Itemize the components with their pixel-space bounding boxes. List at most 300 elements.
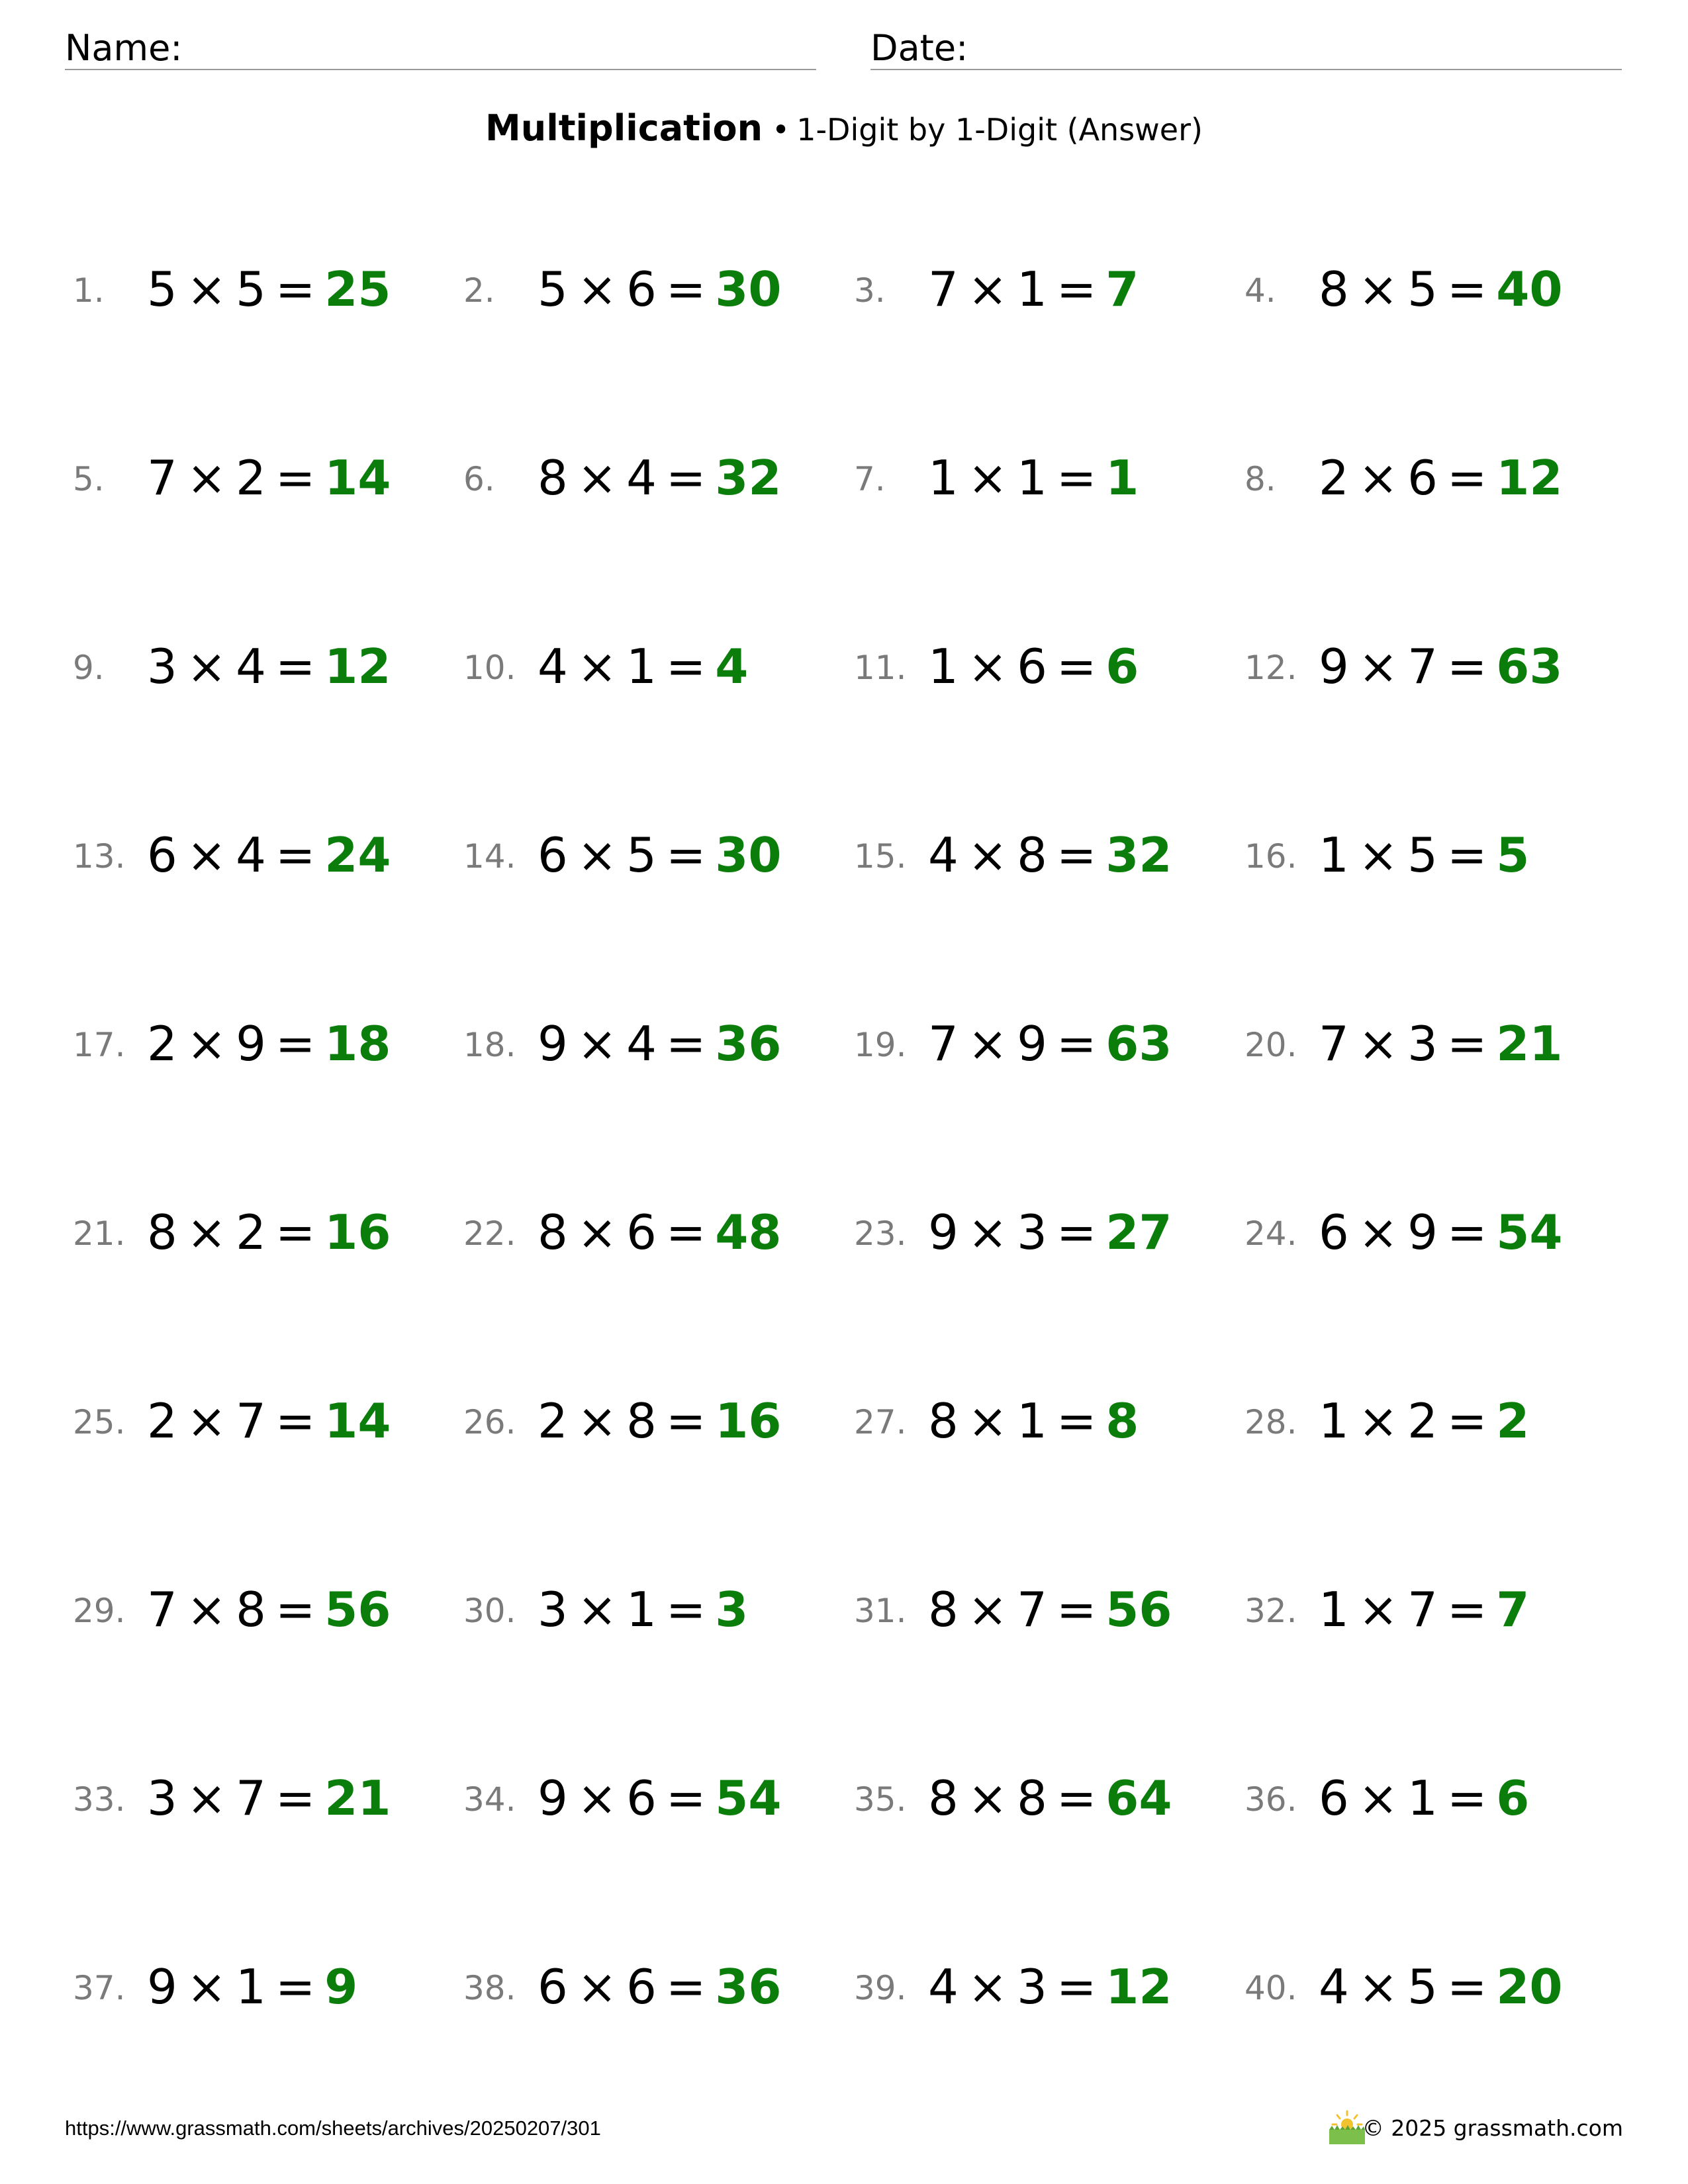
factor-b: 2 — [236, 1205, 266, 1260]
answer: 30 — [715, 261, 782, 317]
times-symbol: × — [1358, 639, 1399, 694]
problem-item — [73, 1380, 463, 1459]
title-main: Multiplication — [485, 107, 763, 149]
times-symbol: × — [1358, 827, 1399, 883]
equals-symbol: = — [665, 1959, 706, 2015]
answer: 27 — [1105, 1205, 1172, 1260]
problem-equation — [928, 827, 1172, 883]
factor-a: 5 — [538, 261, 568, 317]
factor-b: 3 — [1407, 1016, 1438, 1071]
factor-a: 7 — [1319, 1016, 1349, 1071]
factor-a: 9 — [538, 1016, 568, 1071]
equals-symbol: = — [1056, 450, 1097, 506]
factor-a: 7 — [928, 1016, 959, 1071]
factor-a: 7 — [147, 450, 177, 506]
problem-item — [73, 1757, 463, 1837]
factor-b: 8 — [1017, 827, 1047, 883]
problem-item — [854, 1757, 1244, 1837]
answer: 48 — [715, 1205, 782, 1260]
problem-item — [854, 1380, 1244, 1459]
factor-a: 7 — [928, 261, 959, 317]
answer: 12 — [1496, 450, 1563, 506]
factor-a: 8 — [538, 1205, 568, 1260]
equals-symbol: = — [1056, 1016, 1097, 1071]
problem-item — [1244, 814, 1635, 893]
problem-number: 6. — [463, 460, 495, 498]
equals-symbol: = — [275, 1205, 316, 1260]
answer: 32 — [715, 450, 782, 506]
problem-number: 18. — [463, 1026, 516, 1064]
answer: 8 — [1105, 1393, 1139, 1449]
factor-b: 7 — [1407, 639, 1438, 694]
problem-equation — [538, 1393, 781, 1449]
times-symbol: × — [186, 261, 227, 317]
factor-b: 1 — [1017, 1393, 1047, 1449]
factor-a: 8 — [1319, 261, 1349, 317]
factor-a: 8 — [147, 1205, 177, 1260]
answer: 36 — [715, 1959, 782, 2015]
page-title — [0, 107, 1688, 149]
factor-a: 9 — [928, 1205, 959, 1260]
times-symbol: × — [577, 1582, 618, 1637]
problem-number: 38. — [463, 1969, 516, 2007]
problem-equation — [147, 261, 391, 317]
answer: 4 — [715, 639, 749, 694]
problem-equation — [928, 1582, 1172, 1637]
answer: 14 — [324, 450, 391, 506]
problem-number: 24. — [1244, 1214, 1297, 1253]
equals-symbol: = — [1056, 1205, 1097, 1260]
factor-a: 2 — [147, 1393, 177, 1449]
times-symbol: × — [1358, 450, 1399, 506]
factor-a: 3 — [538, 1582, 568, 1637]
equals-symbol: = — [665, 1016, 706, 1071]
problem-item — [854, 437, 1244, 516]
problem-equation — [147, 1959, 357, 2015]
date-label: Date: — [870, 27, 968, 69]
times-symbol: × — [967, 639, 1008, 694]
equals-symbol: = — [1056, 1582, 1097, 1637]
factor-a: 4 — [538, 639, 568, 694]
equals-symbol: = — [1056, 1959, 1097, 2015]
factor-b: 2 — [1407, 1393, 1438, 1449]
answer: 30 — [715, 827, 782, 883]
problem-number: 31. — [854, 1592, 907, 1630]
title-separator: • — [772, 112, 790, 148]
problem-equation — [1319, 1016, 1562, 1071]
factor-a: 8 — [928, 1582, 959, 1637]
answer: 40 — [1496, 261, 1563, 317]
equals-symbol: = — [1056, 261, 1097, 317]
problem-equation — [538, 1582, 748, 1637]
times-symbol: × — [967, 1205, 1008, 1260]
title-subtitle: 1-Digit by 1-Digit (Answer) — [796, 112, 1203, 148]
problem-number: 23. — [854, 1214, 907, 1253]
factor-b: 4 — [236, 827, 266, 883]
factor-b: 8 — [1017, 1770, 1047, 1826]
problem-equation — [538, 450, 781, 506]
times-symbol: × — [967, 1959, 1008, 2015]
factor-b: 8 — [626, 1393, 657, 1449]
answer: 16 — [324, 1205, 391, 1260]
factor-a: 1 — [1319, 1582, 1349, 1637]
times-symbol: × — [1358, 1205, 1399, 1260]
equals-symbol: = — [665, 261, 706, 317]
answer: 20 — [1496, 1959, 1563, 2015]
problem-item — [854, 1191, 1244, 1271]
times-symbol: × — [577, 1959, 618, 2015]
problem-item — [1244, 1380, 1635, 1459]
problem-item — [1244, 1569, 1635, 1648]
problem-item — [73, 1569, 463, 1648]
answer: 63 — [1105, 1016, 1172, 1071]
problem-equation — [928, 450, 1139, 506]
problem-number: 28. — [1244, 1403, 1297, 1441]
problem-item — [73, 1191, 463, 1271]
problem-equation — [928, 1205, 1172, 1260]
equals-symbol: = — [1446, 1582, 1487, 1637]
problem-item — [73, 1946, 463, 2025]
factor-a: 8 — [928, 1393, 959, 1449]
times-symbol: × — [967, 1016, 1008, 1071]
problem-item — [463, 1569, 854, 1648]
factor-a: 8 — [928, 1770, 959, 1826]
problem-number: 27. — [854, 1403, 907, 1441]
problem-item — [854, 1946, 1244, 2025]
times-symbol: × — [1358, 1582, 1399, 1637]
answer: 56 — [324, 1582, 391, 1637]
times-symbol: × — [186, 450, 227, 506]
factor-a: 2 — [1319, 450, 1349, 506]
problem-item — [73, 625, 463, 705]
problem-number: 17. — [73, 1026, 126, 1064]
problem-item — [463, 1380, 854, 1459]
factor-b: 5 — [1407, 827, 1438, 883]
factor-b: 6 — [626, 1959, 657, 2015]
times-symbol: × — [967, 1582, 1008, 1637]
problem-equation — [1319, 827, 1529, 883]
equals-symbol: = — [275, 1016, 316, 1071]
problem-item — [463, 437, 854, 516]
problem-item — [1244, 625, 1635, 705]
problem-item — [463, 1757, 854, 1837]
problem-number: 9. — [73, 649, 105, 687]
problem-number: 11. — [854, 649, 907, 687]
problem-number: 3. — [854, 271, 886, 310]
problem-number: 40. — [1244, 1969, 1297, 2007]
problem-equation — [928, 1393, 1139, 1449]
factor-b: 1 — [626, 1582, 657, 1637]
equals-symbol: = — [275, 261, 316, 317]
equals-symbol: = — [1446, 827, 1487, 883]
times-symbol: × — [967, 261, 1008, 317]
factor-a: 6 — [538, 1959, 568, 2015]
factor-a: 1 — [1319, 1393, 1349, 1449]
date-field[interactable] — [870, 19, 1622, 70]
factor-b: 7 — [236, 1770, 266, 1826]
factor-a: 1 — [1319, 827, 1349, 883]
times-symbol: × — [577, 827, 618, 883]
problem-number: 5. — [73, 460, 105, 498]
problem-item — [73, 248, 463, 328]
problem-item — [1244, 1757, 1635, 1837]
factor-b: 6 — [1407, 450, 1438, 506]
answer: 24 — [324, 827, 391, 883]
answer: 64 — [1105, 1770, 1172, 1826]
equals-symbol: = — [665, 450, 706, 506]
equals-symbol: = — [275, 1770, 316, 1826]
problem-number: 10. — [463, 649, 516, 687]
answer: 21 — [324, 1770, 391, 1826]
problem-equation — [928, 1959, 1172, 2015]
times-symbol: × — [577, 1205, 618, 1260]
problem-item — [1244, 1003, 1635, 1082]
equals-symbol: = — [275, 827, 316, 883]
answer: 12 — [324, 639, 391, 694]
factor-b: 1 — [1407, 1770, 1438, 1826]
factor-b: 4 — [236, 639, 266, 694]
problem-equation — [147, 827, 391, 883]
factor-b: 8 — [236, 1582, 266, 1637]
problem-equation — [1319, 639, 1562, 694]
answer: 5 — [1496, 827, 1530, 883]
times-symbol: × — [186, 1959, 227, 2015]
problem-equation — [928, 639, 1139, 694]
equals-symbol: = — [665, 1582, 706, 1637]
problem-number: 7. — [854, 460, 886, 498]
factor-a: 3 — [147, 1770, 177, 1826]
factor-b: 6 — [626, 261, 657, 317]
problem-number: 2. — [463, 271, 495, 310]
problem-number: 14. — [463, 837, 516, 876]
problem-number: 16. — [1244, 837, 1297, 876]
problem-number: 32. — [1244, 1592, 1297, 1630]
problem-number: 35. — [854, 1780, 907, 1819]
answer: 36 — [715, 1016, 782, 1071]
problem-item — [854, 1003, 1244, 1082]
problem-item — [73, 437, 463, 516]
factor-a: 9 — [147, 1959, 177, 2015]
answer: 54 — [715, 1770, 782, 1826]
equals-symbol: = — [275, 1959, 316, 2015]
equals-symbol: = — [665, 1393, 706, 1449]
problem-item — [854, 814, 1244, 893]
footer-url[interactable]: https://www.grassmath.com/sheets/archives/20250207/301 — [65, 2116, 601, 2140]
times-symbol: × — [577, 1393, 618, 1449]
times-symbol: × — [186, 639, 227, 694]
answer: 25 — [324, 261, 391, 317]
problem-item — [463, 1191, 854, 1271]
answer: 2 — [1496, 1393, 1530, 1449]
problem-equation — [147, 1205, 391, 1260]
problem-number: 34. — [463, 1780, 516, 1819]
times-symbol: × — [967, 1770, 1008, 1826]
times-symbol: × — [577, 261, 618, 317]
factor-b: 7 — [1407, 1582, 1438, 1637]
factor-a: 4 — [1319, 1959, 1349, 2015]
times-symbol: × — [967, 450, 1008, 506]
equals-symbol: = — [1446, 1393, 1487, 1449]
problem-item — [1244, 437, 1635, 516]
factor-b: 5 — [236, 261, 266, 317]
factor-b: 6 — [1017, 639, 1047, 694]
equals-symbol: = — [275, 1582, 316, 1637]
problem-equation — [538, 261, 781, 317]
equals-symbol: = — [1056, 1393, 1097, 1449]
problem-equation — [1319, 1393, 1529, 1449]
problem-equation — [147, 1016, 391, 1071]
factor-b: 7 — [1017, 1582, 1047, 1637]
problem-item — [73, 814, 463, 893]
answer: 7 — [1105, 261, 1139, 317]
factor-a: 2 — [147, 1016, 177, 1071]
factor-b: 1 — [1017, 450, 1047, 506]
answer: 7 — [1496, 1582, 1530, 1637]
problem-equation — [1319, 450, 1562, 506]
times-symbol: × — [186, 1016, 227, 1071]
problem-number: 29. — [73, 1592, 126, 1630]
factor-a: 7 — [147, 1582, 177, 1637]
factor-b: 4 — [626, 450, 657, 506]
problem-number: 33. — [73, 1780, 126, 1819]
factor-a: 6 — [1319, 1770, 1349, 1826]
answer: 1 — [1105, 450, 1139, 506]
times-symbol: × — [1358, 1016, 1399, 1071]
problem-item — [463, 1003, 854, 1082]
problem-number: 1. — [73, 271, 105, 310]
answer: 6 — [1496, 1770, 1530, 1826]
times-symbol: × — [967, 827, 1008, 883]
problem-item — [1244, 1946, 1635, 2025]
times-symbol: × — [1358, 1770, 1399, 1826]
problem-number: 36. — [1244, 1780, 1297, 1819]
problem-equation — [147, 450, 391, 506]
problem-equation — [1319, 1770, 1529, 1826]
problem-item — [854, 1569, 1244, 1648]
problem-equation — [1319, 1205, 1562, 1260]
equals-symbol: = — [1446, 1016, 1487, 1071]
factor-b: 5 — [1407, 261, 1438, 317]
problem-item — [854, 248, 1244, 328]
problem-number: 37. — [73, 1969, 126, 2007]
problem-item — [1244, 1191, 1635, 1271]
factor-a: 2 — [538, 1393, 568, 1449]
answer: 9 — [324, 1959, 358, 2015]
factor-b: 1 — [626, 639, 657, 694]
factor-a: 6 — [1319, 1205, 1349, 1260]
equals-symbol: = — [275, 639, 316, 694]
factor-b: 1 — [1017, 261, 1047, 317]
factor-b: 5 — [1407, 1959, 1438, 2015]
times-symbol: × — [186, 1770, 227, 1826]
equals-symbol: = — [1446, 261, 1487, 317]
problem-equation — [147, 1582, 391, 1637]
factor-b: 6 — [626, 1770, 657, 1826]
problem-equation — [538, 1205, 781, 1260]
problem-equation — [538, 639, 748, 694]
factor-b: 1 — [236, 1959, 266, 2015]
problem-equation — [1319, 1959, 1562, 2015]
footer-copyright: © 2025 grassmath.com — [1362, 2115, 1623, 2141]
problem-number: 8. — [1244, 460, 1276, 498]
equals-symbol: = — [1446, 1770, 1487, 1826]
problem-equation — [538, 827, 781, 883]
factor-a: 9 — [1319, 639, 1349, 694]
name-field[interactable] — [65, 19, 816, 70]
problem-number: 21. — [73, 1214, 126, 1253]
answer: 56 — [1105, 1582, 1172, 1637]
times-symbol: × — [577, 450, 618, 506]
equals-symbol: = — [275, 450, 316, 506]
problem-number: 15. — [854, 837, 907, 876]
answer: 16 — [715, 1393, 782, 1449]
problem-equation — [1319, 1582, 1529, 1637]
equals-symbol: = — [1056, 827, 1097, 883]
factor-a: 3 — [147, 639, 177, 694]
factor-a: 4 — [928, 827, 959, 883]
times-symbol: × — [186, 827, 227, 883]
equals-symbol: = — [665, 1205, 706, 1260]
answer: 12 — [1105, 1959, 1172, 2015]
problem-equation — [147, 1770, 391, 1826]
answer: 32 — [1105, 827, 1172, 883]
answer: 18 — [324, 1016, 391, 1071]
name-label: Name: — [65, 27, 183, 69]
problem-equation — [538, 1016, 781, 1071]
equals-symbol: = — [1446, 1205, 1487, 1260]
equals-symbol: = — [665, 639, 706, 694]
factor-b: 4 — [626, 1016, 657, 1071]
factor-a: 6 — [147, 827, 177, 883]
equals-symbol: = — [1446, 1959, 1487, 2015]
problem-item — [463, 1946, 854, 2025]
problem-number: 13. — [73, 837, 126, 876]
problem-equation — [147, 1393, 391, 1449]
equals-symbol: = — [665, 1770, 706, 1826]
problem-number: 25. — [73, 1403, 126, 1441]
problem-number: 20. — [1244, 1026, 1297, 1064]
problem-item — [463, 814, 854, 893]
problem-equation — [928, 1016, 1172, 1071]
answer: 21 — [1496, 1016, 1563, 1071]
times-symbol: × — [186, 1582, 227, 1637]
factor-b: 6 — [626, 1205, 657, 1260]
times-symbol: × — [967, 1393, 1008, 1449]
problem-number: 19. — [854, 1026, 907, 1064]
answer: 3 — [715, 1582, 749, 1637]
times-symbol: × — [577, 639, 618, 694]
answer: 54 — [1496, 1205, 1563, 1260]
problem-number: 4. — [1244, 271, 1276, 310]
problem-equation — [928, 1770, 1172, 1826]
equals-symbol: = — [1056, 639, 1097, 694]
problem-number: 26. — [463, 1403, 516, 1441]
factor-a: 1 — [928, 450, 959, 506]
problem-equation — [538, 1770, 781, 1826]
answer: 63 — [1496, 639, 1563, 694]
equals-symbol: = — [665, 827, 706, 883]
times-symbol: × — [1358, 261, 1399, 317]
problem-item — [73, 1003, 463, 1082]
equals-symbol: = — [1446, 639, 1487, 694]
factor-b: 7 — [236, 1393, 266, 1449]
factor-b: 3 — [1017, 1959, 1047, 2015]
times-symbol: × — [1358, 1393, 1399, 1449]
problem-number: 39. — [854, 1969, 907, 2007]
problem-equation — [928, 261, 1139, 317]
factor-b: 5 — [626, 827, 657, 883]
equals-symbol: = — [1446, 450, 1487, 506]
